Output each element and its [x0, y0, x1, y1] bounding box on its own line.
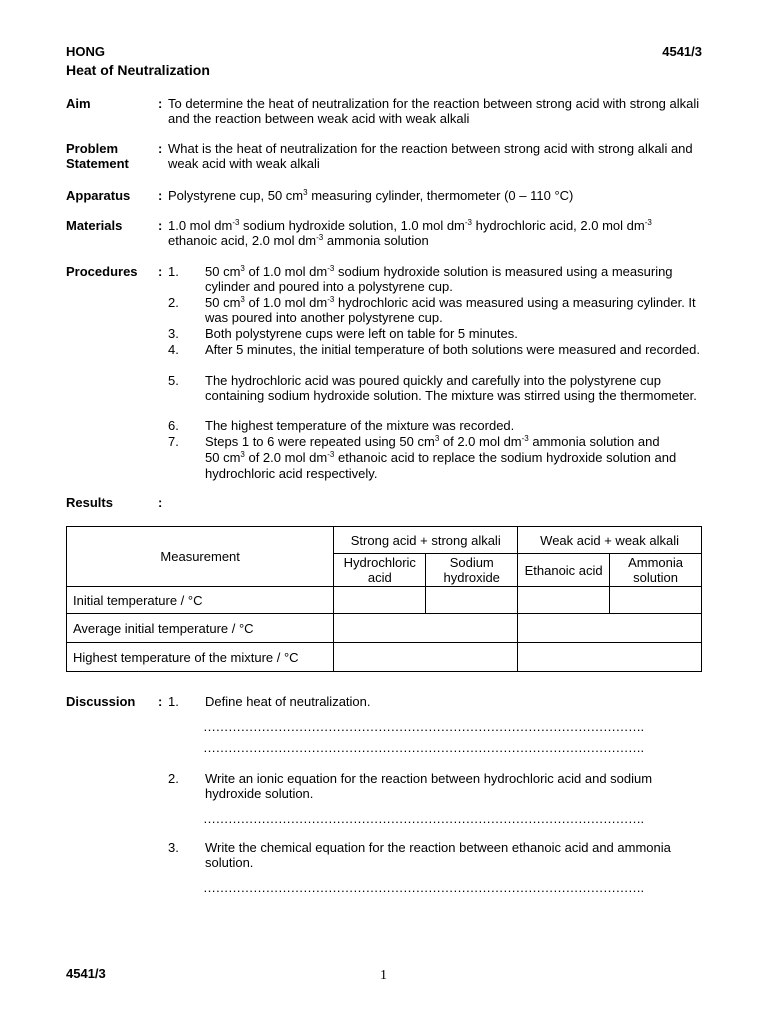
apparatus-colon: : — [158, 188, 163, 203]
header-ammonia: Ammonia solution — [610, 554, 702, 587]
cell-blank[interactable] — [610, 587, 702, 614]
proc-step-4: After 5 minutes, the initial temperature of both solutions were measured and recorded. — [205, 342, 700, 357]
aim-colon: : — [158, 96, 163, 111]
answer-line[interactable]: ……………………………………………………………………………………………. — [203, 740, 644, 755]
disc-question-2: Write an ionic equation for the reaction between hydrochloric acid and sodium hydroxide solution. — [205, 771, 653, 801]
proc-num-4: 4. — [168, 342, 179, 357]
cell-blank[interactable] — [518, 587, 610, 614]
disc-question-1: Define heat of neutralization. — [205, 694, 371, 709]
aim-text: To determine the heat of neutralization for the reaction between strong acid with strong alkali and the reaction between weak acid with weak alkali — [168, 96, 700, 126]
discussion-colon: : — [158, 694, 163, 709]
disc-question-3: Write the chemical equation for the reaction between ethanoic acid and ammonia solution. — [205, 840, 671, 870]
cell-blank[interactable] — [334, 614, 518, 643]
procedures-colon: : — [158, 264, 163, 279]
problem-colon: : — [158, 141, 163, 156]
header-left: HONG — [66, 44, 105, 59]
procedures-label: Procedures — [66, 264, 138, 279]
materials-label: Materials — [66, 218, 123, 233]
proc-step-1: 50 $cm^3$ of 1.0 mol $dm^{-3}$ sodium hydroxide solution is measured using a measuring cylinder and poured into a polystyrene cup. — [205, 264, 673, 294]
cell-blank[interactable] — [334, 587, 426, 614]
proc-num-1: 1. — [168, 264, 179, 279]
proc-step-2: 50 $cm^3$ of 1.0 mol $dm^{-3}$ hydrochloric acid was measured using a measuring cylinder. It was poured into another polystyrene cup. — [205, 295, 696, 325]
proc-step-6: The highest temperature of the mixture was recorded. — [205, 418, 515, 433]
proc-num-7: 7. — [168, 434, 179, 449]
answer-line[interactable]: ……………………………………………………………………………………………. — [203, 880, 644, 895]
cell-blank[interactable] — [518, 643, 702, 672]
aim-label: Aim — [66, 96, 91, 111]
header-naoh: Sodium hydroxide — [426, 554, 518, 587]
header-right: 4541/3 — [662, 44, 702, 59]
disc-num-2: 2. — [168, 771, 179, 786]
apparatus-label: Apparatus — [66, 188, 131, 203]
cell-blank[interactable] — [426, 587, 518, 614]
header-ethanoic: Ethanoic acid — [518, 554, 610, 587]
disc-num-1: 1. — [168, 694, 179, 709]
proc-num-2: 2. — [168, 295, 179, 310]
discussion-label: Discussion — [66, 694, 136, 709]
cell-blank[interactable] — [334, 643, 518, 672]
problem-label-1: Problem — [66, 141, 119, 156]
proc-step-3: Both polystyrene cups were left on table for 5 minutes. — [205, 326, 518, 341]
header-strong: Strong acid + strong alkali — [334, 527, 518, 554]
apparatus-text: Polystyrene cup, 50 $cm^3$ measuring cylinder, thermometer (0 – 110 °C) — [168, 188, 574, 203]
problem-label-2: Statement — [66, 156, 129, 171]
footer-code: 4541/3 — [66, 966, 106, 981]
header-weak: Weak acid + weak alkali — [518, 527, 702, 554]
header-hcl: Hydrochloric acid — [334, 554, 426, 587]
row-initial-temp: Initial temperature / °C — [67, 587, 334, 614]
cell-blank[interactable] — [518, 614, 702, 643]
proc-num-6: 6. — [168, 418, 179, 433]
row-average-initial-temp: Average initial temperature / °C — [67, 614, 334, 643]
answer-line[interactable]: ……………………………………………………………………………………………. — [203, 719, 644, 734]
page-title: Heat of Neutralization — [66, 62, 210, 78]
proc-num-5: 5. — [168, 373, 179, 388]
disc-num-3: 3. — [168, 840, 179, 855]
proc-step-7: Steps 1 to 6 were repeated using 50 $cm^3$ of 2.0 mol $dm^{-3}$ ammonia solution and 50 $cm^3$ of 2.0 mol $dm^{-3}$ ethanoic acid to replace the sodium hydroxide solution and hydrochloric acid respectively. — [205, 434, 677, 481]
answer-line[interactable]: ……………………………………………………………………………………………. — [203, 811, 644, 826]
results-table — [66, 526, 702, 672]
results-colon: : — [158, 495, 163, 510]
materials-colon: : — [158, 218, 163, 233]
proc-step-5: The hydrochloric acid was poured quickly and carefully into the polystyrene cup containing sodium hydroxide solution. The mixture was stirred using the thermometer. — [205, 373, 697, 403]
problem-text: What is the heat of neutralization for the reaction between strong acid with strong alkali and weak acid with weak alkali — [168, 141, 693, 171]
header-measurement: Measurement — [67, 527, 334, 587]
results-label: Results — [66, 495, 113, 510]
page-number: 1 — [380, 968, 387, 983]
proc-num-3: 3. — [168, 326, 179, 341]
materials-text: 1.0 mol $dm^{-3}$ sodium hydroxide solution, 1.0 mol $dm^{-3}$ hydrochloric acid, 2.0 mol $dm^{-3}$ ethanoic acid, 2.0 mol $dm^{-3}$ ammonia solution — [168, 218, 652, 248]
row-highest-temp: Highest temperature of the mixture / °C — [67, 643, 334, 672]
